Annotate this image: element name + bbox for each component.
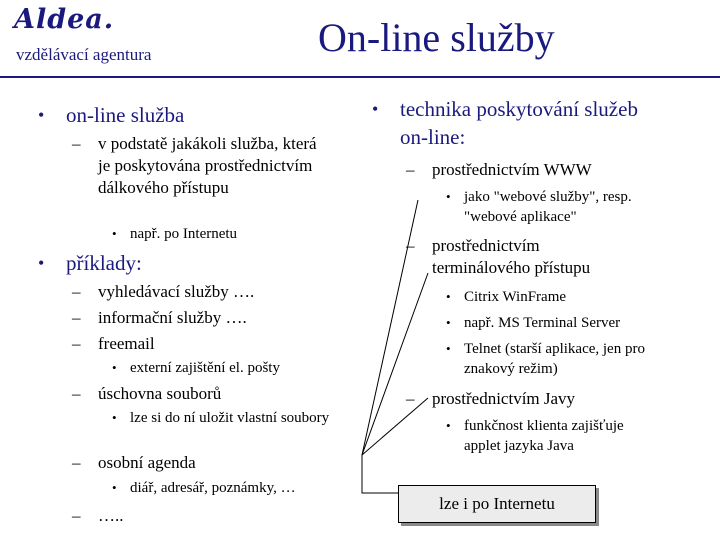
dash-marker: – <box>406 236 415 255</box>
example-text: vyhledávací služby …. <box>98 282 255 301</box>
connector-line-www <box>362 200 418 493</box>
dash-marker: – <box>72 334 81 353</box>
dot-marker: • <box>112 480 117 495</box>
dot-marker: • <box>112 360 117 375</box>
dash-marker: – <box>72 134 81 153</box>
dot-marker: • <box>446 315 451 330</box>
bullet-text: on-line služba <box>66 103 185 127</box>
subsub-text: např. po Internetu <box>130 226 238 242</box>
dash-marker: – <box>72 453 81 472</box>
dot-marker: • <box>112 410 117 425</box>
slide-title: On-line služby <box>318 15 555 60</box>
tech-sub-text: funkčnost klienta zajišťuje applet jazyka Java <box>464 418 624 454</box>
tech-sub-text: Telnet (starší aplikace, jen pro znakový režim) <box>464 341 645 377</box>
example-sub-text: externí zajištění el. pošty <box>130 360 280 376</box>
logo: Aldea. <box>14 4 115 35</box>
connector-line-terminal <box>362 273 428 455</box>
dot-marker: • <box>112 226 117 241</box>
example-sub-text: lze si do ní uložit vlastní soubory <box>130 410 330 426</box>
dash-marker: – <box>72 506 81 525</box>
example-text: úschovna souborů <box>98 384 222 403</box>
dot-marker: • <box>446 418 451 433</box>
bullet-text: technika poskytování služeb on-line: <box>400 97 638 149</box>
tech-text: prostřednictvím Javy <box>432 389 576 408</box>
example-text: ….. <box>98 506 124 525</box>
example-text: freemail <box>98 334 155 353</box>
agency-name: vzdělávací agentura <box>16 45 152 64</box>
dash-marker: – <box>406 160 415 179</box>
bullet-marker: • <box>38 253 45 273</box>
dash-marker: – <box>406 389 415 408</box>
dot-marker: • <box>446 341 451 356</box>
bullet-marker: • <box>372 99 379 119</box>
bullet-marker: • <box>38 105 45 125</box>
dash-marker: – <box>72 282 81 301</box>
example-sub-text: diář, adresář, poznámky, … <box>130 480 296 496</box>
bullet-text: příklady: <box>66 251 142 275</box>
internet-callout: lze i po Internetu <box>398 485 596 523</box>
dash-marker: – <box>72 308 81 327</box>
example-text: informační služby …. <box>98 308 247 327</box>
tech-sub-text: Citrix WinFrame <box>464 289 567 305</box>
tech-sub-text: jako "webové služby", resp. "webové aplikace" <box>464 189 632 225</box>
tech-text: prostřednictvím WWW <box>432 160 592 179</box>
dot-marker: • <box>446 189 451 204</box>
dash-marker: – <box>72 384 81 403</box>
sub-text: v podstatě jakákoli služba, která je poskytována prostřednictvím dálkového přístupu <box>98 134 317 197</box>
tech-text: prostřednictvím terminálového přístupu <box>432 236 591 277</box>
tech-sub-text: např. MS Terminal Server <box>464 315 621 331</box>
dot-marker: • <box>446 289 451 304</box>
example-text: osobní agenda <box>98 453 196 472</box>
